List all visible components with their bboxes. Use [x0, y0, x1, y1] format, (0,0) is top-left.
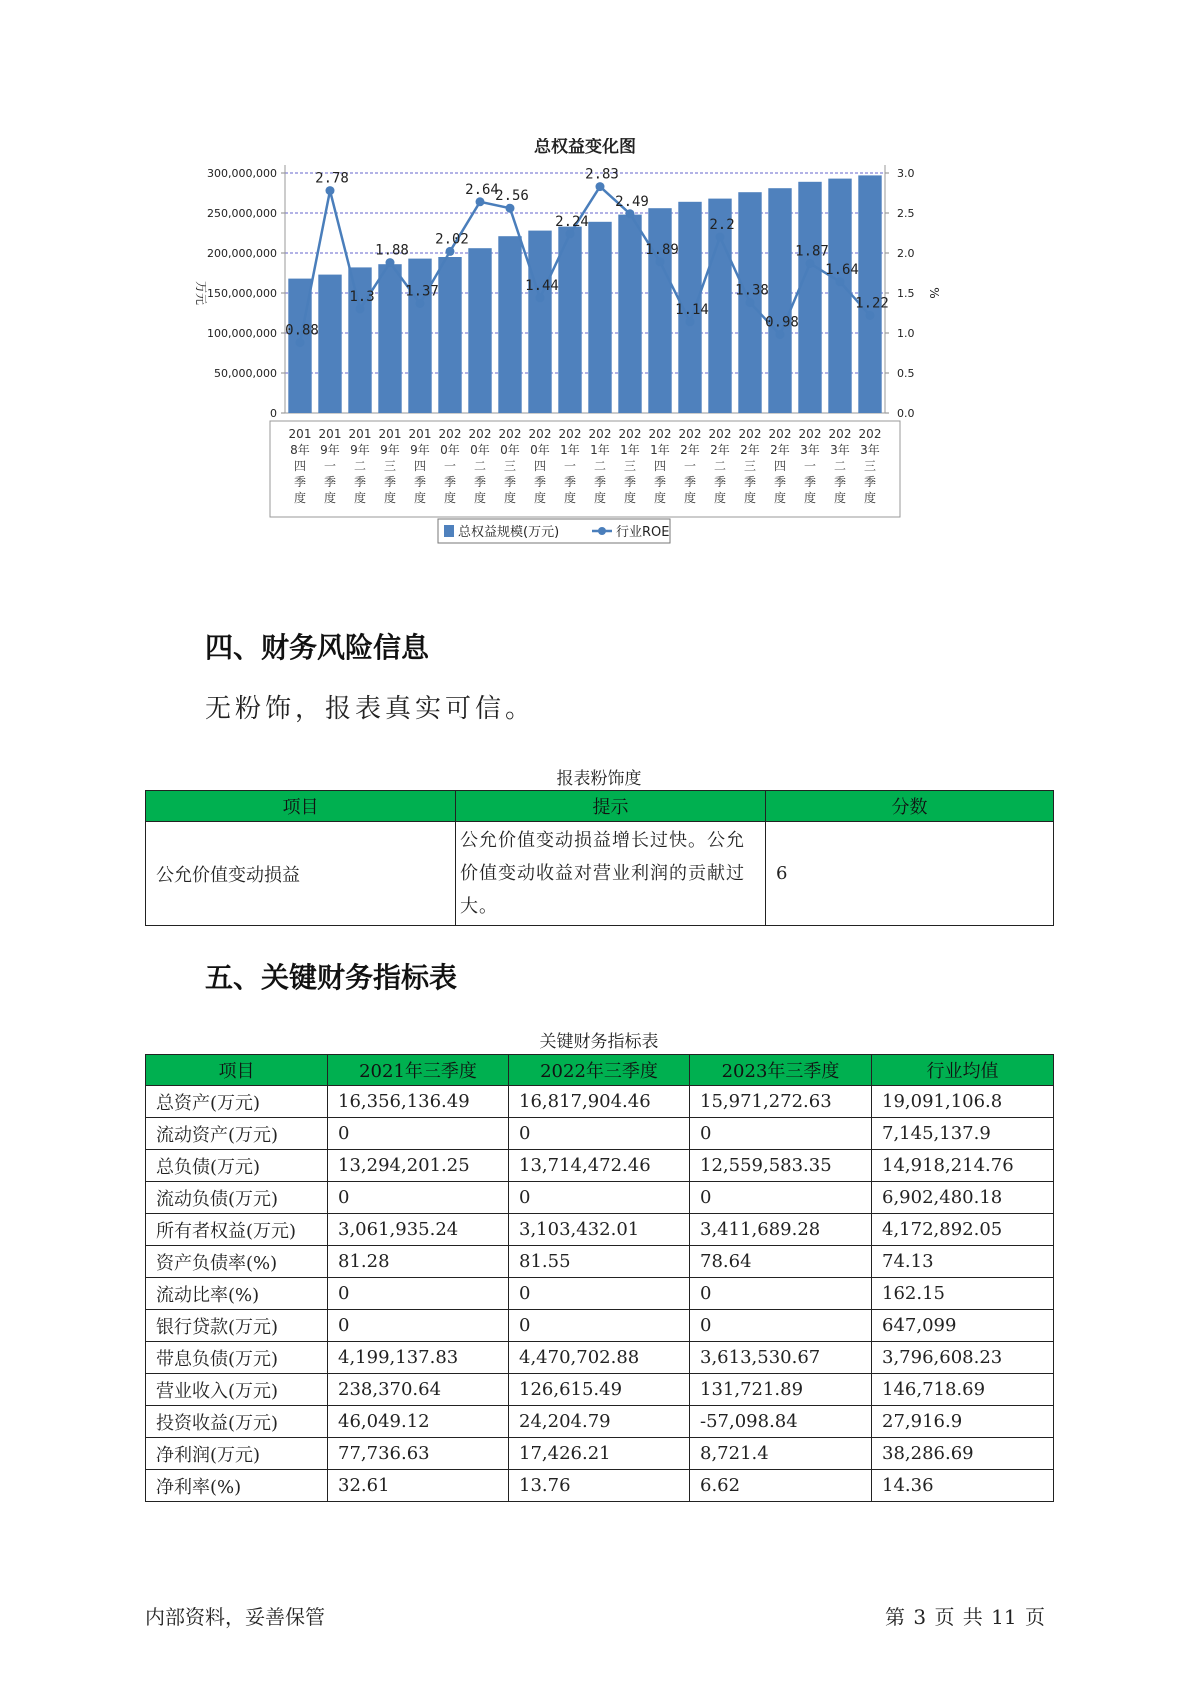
x-tick-label: 度: [473, 491, 487, 505]
x-tick-label: 度: [863, 491, 877, 505]
x-tick-label: 四: [533, 459, 547, 473]
risk-table: [145, 790, 1054, 926]
chart-bar: [588, 222, 611, 413]
chart-bar: [528, 231, 551, 413]
x-tick-label: 度: [293, 491, 307, 505]
x-tick-label: 二: [593, 459, 607, 473]
x-tick-label: 度: [413, 491, 427, 505]
kpi-value-cell: 0: [509, 1182, 690, 1214]
kpi-item-cell: 所有者权益(万元): [146, 1214, 328, 1246]
roe-data-label: 2.83: [585, 166, 619, 183]
x-tick-label: 度: [713, 491, 727, 505]
y-right-tick-label: 1.0: [897, 327, 915, 340]
x-tick-label: 三: [383, 459, 397, 473]
x-tick-label: 季: [293, 475, 307, 489]
y-left-tick-label: 0: [270, 407, 277, 420]
x-tick-label: 四: [293, 459, 307, 473]
x-tick-label: 季: [353, 475, 367, 489]
roe-point: [356, 305, 365, 314]
kpi-value-cell: 24,204.79: [509, 1406, 690, 1438]
roe-point: [836, 277, 845, 286]
roe-point: [476, 197, 485, 206]
x-tick-label: 202: [558, 427, 582, 441]
chart-bar: [558, 227, 581, 413]
kpi-item-cell: 营业收入(万元): [146, 1374, 328, 1406]
kpi-value-cell: 0: [690, 1278, 872, 1310]
risk-table-caption: 报表粉饰度: [556, 769, 642, 789]
x-tick-label: 3年: [800, 443, 820, 457]
chart-bar: [438, 257, 461, 413]
risk-header-item: 项目: [146, 791, 456, 822]
kpi-value-cell: 131,721.89: [690, 1374, 872, 1406]
kpi-value-cell: 46,049.12: [328, 1406, 509, 1438]
kpi-header-industry-avg: 行业均值: [872, 1055, 1054, 1086]
x-tick-label: 0年: [500, 443, 520, 457]
x-tick-label: 201: [378, 427, 402, 441]
roe-data-label: 1.3: [349, 289, 375, 305]
roe-data-label: 1.22: [855, 295, 889, 312]
roe-point: [446, 247, 455, 256]
roe-data-label: 2.02: [435, 231, 469, 248]
x-tick-label: 0年: [530, 443, 550, 457]
roe-point: [506, 204, 515, 213]
roe-data-label: 2.49: [615, 193, 649, 210]
x-tick-label: 2年: [710, 443, 730, 457]
x-tick-label: 度: [323, 491, 337, 505]
x-tick-label: 度: [683, 491, 697, 505]
roe-data-label: 0.98: [765, 314, 799, 331]
kpi-value-cell: 3,613,530.67: [690, 1342, 872, 1374]
kpi-value-cell: 13,714,472.46: [509, 1150, 690, 1182]
kpi-value-cell: -57,098.84: [690, 1406, 872, 1438]
kpi-value-cell: 0: [328, 1278, 509, 1310]
roe-point: [716, 233, 725, 242]
y-left-tick-label: 300,000,000: [207, 167, 277, 180]
x-tick-label: 季: [773, 475, 787, 489]
kpi-item-cell: 流动负债(万元): [146, 1182, 328, 1214]
table-row: [146, 1118, 1054, 1150]
chart-bar: [618, 215, 641, 413]
x-tick-label: 2年: [740, 443, 760, 457]
x-tick-label: 2年: [770, 443, 790, 457]
kpi-value-cell: 17,426.21: [509, 1438, 690, 1470]
roe-point: [866, 311, 875, 320]
kpi-value-cell: 3,796,608.23: [872, 1342, 1054, 1374]
risk-header-score: 分数: [766, 791, 1054, 822]
x-tick-label: 度: [563, 491, 577, 505]
y-left-tick-label: 150,000,000: [207, 287, 277, 300]
kpi-value-cell: 0: [328, 1118, 509, 1150]
table-row: [146, 822, 1054, 926]
chart-bar: [378, 264, 401, 413]
x-tick-label: 三: [863, 459, 877, 473]
roe-point: [566, 229, 575, 238]
kpi-value-cell: 13,294,201.25: [328, 1150, 509, 1182]
x-tick-label: 9年: [320, 443, 340, 457]
x-tick-label: 201: [348, 427, 372, 441]
roe-point: [776, 330, 785, 339]
equity-chart-svg: [180, 138, 1010, 608]
roe-data-label: 1.64: [825, 261, 859, 278]
y-right-tick-label: 0.5: [897, 367, 915, 380]
kpi-item-cell: 银行贷款(万元): [146, 1310, 328, 1342]
roe-data-label: 1.88: [375, 242, 409, 259]
x-tick-label: 季: [443, 475, 457, 489]
risk-summary-text: 无粉饰，报表真实可信。: [205, 694, 536, 724]
kpi-item-cell: 资产负债率(%): [146, 1246, 328, 1278]
x-tick-label: 201: [288, 427, 312, 441]
chart-bar: [318, 275, 341, 413]
x-tick-label: 四: [773, 459, 787, 473]
kpi-value-cell: 32.61: [328, 1470, 509, 1502]
roe-data-label: 1.89: [645, 241, 679, 258]
x-tick-label: 季: [323, 475, 337, 489]
x-tick-label: 202: [528, 427, 552, 441]
x-tick-label: 度: [503, 491, 517, 505]
x-tick-label: 3年: [860, 443, 880, 457]
x-tick-label: 度: [353, 491, 367, 505]
x-tick-label: 季: [413, 475, 427, 489]
kpi-header-item: 项目: [146, 1055, 328, 1086]
kpi-table-caption: 关键财务指标表: [539, 1032, 659, 1052]
roe-point: [596, 182, 605, 191]
kpi-value-cell: 38,286.69: [872, 1438, 1054, 1470]
x-tick-label: 二: [353, 459, 367, 473]
x-tick-label: 度: [803, 491, 817, 505]
x-tick-label: 202: [588, 427, 612, 441]
kpi-value-cell: 238,370.64: [328, 1374, 509, 1406]
kpi-value-cell: 78.64: [690, 1246, 872, 1278]
footer-page-number: 第 3 页 共 11 页: [885, 1605, 1045, 1629]
roe-data-label: 1.14: [675, 301, 709, 318]
x-tick-label: 度: [383, 491, 397, 505]
x-tick-label: 季: [383, 475, 397, 489]
kpi-value-cell: 16,356,136.49: [328, 1086, 509, 1118]
legend-line-marker: [598, 527, 606, 535]
x-tick-label: 二: [713, 459, 727, 473]
kpi-item-cell: 流动比率(%): [146, 1278, 328, 1310]
table-row: [146, 1246, 1054, 1278]
x-tick-label: 202: [678, 427, 702, 441]
table-row: [146, 1406, 1054, 1438]
x-tick-label: 季: [863, 475, 877, 489]
x-tick-label: 201: [408, 427, 432, 441]
roe-data-label: 2.64: [465, 181, 499, 198]
risk-score-cell: 6: [766, 822, 1054, 926]
x-tick-label: 202: [618, 427, 642, 441]
roe-point: [746, 298, 755, 307]
table-row: [146, 1470, 1054, 1502]
kpi-value-cell: 146,718.69: [872, 1374, 1054, 1406]
kpi-value-cell: 0: [509, 1118, 690, 1150]
table-row: [146, 1150, 1054, 1182]
chart-bar: [468, 248, 491, 413]
kpi-table-body: [146, 1086, 1054, 1502]
kpi-table: [145, 1054, 1054, 1502]
x-tick-label: 8年: [290, 443, 310, 457]
x-tick-label: 季: [623, 475, 637, 489]
x-tick-label: 202: [438, 427, 462, 441]
equity-chart: [180, 138, 1010, 608]
roe-point: [386, 258, 395, 267]
x-tick-label: 9年: [380, 443, 400, 457]
x-tick-label: 202: [738, 427, 762, 441]
chart-bar: [498, 236, 521, 413]
risk-header-hint: 提示: [456, 791, 766, 822]
kpi-value-cell: 16,817,904.46: [509, 1086, 690, 1118]
x-tick-label: 四: [413, 459, 427, 473]
legend-bar-label: 总权益规模(万元): [458, 525, 560, 540]
x-tick-label: 季: [593, 475, 607, 489]
x-tick-label: 季: [743, 475, 757, 489]
kpi-value-cell: 6,902,480.18: [872, 1182, 1054, 1214]
kpi-header-2023q3: 2023年三季度: [690, 1055, 872, 1086]
roe-data-label: 0.88: [285, 322, 319, 339]
x-tick-label: 202: [708, 427, 732, 441]
kpi-value-cell: 6.62: [690, 1470, 872, 1502]
x-tick-label: 一: [803, 459, 817, 473]
chart-bar: [768, 188, 791, 413]
x-tick-label: 2年: [680, 443, 700, 457]
x-tick-label: 度: [653, 491, 667, 505]
y-right-tick-label: 2.0: [897, 247, 915, 260]
x-tick-label: 202: [498, 427, 522, 441]
kpi-value-cell: 0: [509, 1278, 690, 1310]
roe-point: [536, 293, 545, 302]
legend-line-label: 行业ROE: [616, 525, 670, 540]
x-tick-label: 3年: [830, 443, 850, 457]
kpi-item-cell: 流动资产(万元): [146, 1118, 328, 1150]
x-tick-label: 二: [473, 459, 487, 473]
roe-point: [326, 186, 335, 195]
x-tick-label: 201: [318, 427, 342, 441]
x-tick-label: 0年: [440, 443, 460, 457]
kpi-value-cell: 4,199,137.83: [328, 1342, 509, 1374]
chart-bar: [828, 179, 851, 413]
kpi-value-cell: 3,411,689.28: [690, 1214, 872, 1246]
x-tick-label: 季: [713, 475, 727, 489]
x-tick-label: 202: [648, 427, 672, 441]
y-right-tick-label: 0.0: [897, 407, 915, 420]
kpi-value-cell: 4,470,702.88: [509, 1342, 690, 1374]
kpi-value-cell: 0: [509, 1310, 690, 1342]
x-tick-label: 9年: [350, 443, 370, 457]
kpi-value-cell: 74.13: [872, 1246, 1054, 1278]
table-row: [146, 1342, 1054, 1374]
kpi-value-cell: 7,145,137.9: [872, 1118, 1054, 1150]
y-right-tick-label: 1.5: [897, 287, 915, 300]
x-tick-label: 三: [503, 459, 517, 473]
kpi-value-cell: 14.36: [872, 1470, 1054, 1502]
legend-bar-swatch: [444, 525, 454, 537]
roe-point: [626, 209, 635, 218]
x-tick-label: 一: [323, 459, 337, 473]
risk-item-cell: 公允价值变动损益: [146, 822, 456, 926]
kpi-value-cell: 8,721.4: [690, 1438, 872, 1470]
kpi-value-cell: 647,099: [872, 1310, 1054, 1342]
x-tick-label: 一: [563, 459, 577, 473]
x-tick-label: 202: [798, 427, 822, 441]
roe-point: [806, 259, 815, 268]
kpi-value-cell: 81.55: [509, 1246, 690, 1278]
kpi-value-cell: 0: [690, 1182, 872, 1214]
kpi-value-cell: 0: [328, 1310, 509, 1342]
y-left-tick-label: 200,000,000: [207, 247, 277, 260]
kpi-value-cell: 77,736.63: [328, 1438, 509, 1470]
x-tick-label: 度: [743, 491, 757, 505]
y-left-axis-title: 万元: [194, 280, 208, 306]
table-row: [146, 1182, 1054, 1214]
x-tick-label: 季: [473, 475, 487, 489]
roe-point: [686, 317, 695, 326]
kpi-item-cell: 净利润(万元): [146, 1438, 328, 1470]
kpi-header-2022q3: 2022年三季度: [509, 1055, 690, 1086]
chart-bar: [798, 182, 821, 413]
x-tick-label: 季: [803, 475, 817, 489]
table-row: [146, 1278, 1054, 1310]
x-tick-label: 季: [653, 475, 667, 489]
kpi-value-cell: 81.28: [328, 1246, 509, 1278]
x-tick-label: 一: [443, 459, 457, 473]
risk-section-heading: 四、财务风险信息: [205, 631, 430, 664]
roe-data-label: 2.2: [709, 217, 735, 233]
roe-point: [296, 338, 305, 347]
risk-hint-cell: 公允价值变动损益增长过快。公允价值变动收益对营业利润的贡献过大。: [456, 822, 766, 926]
x-tick-label: 度: [533, 491, 547, 505]
chart-title: 总权益变化图: [534, 138, 636, 157]
y-left-tick-label: 100,000,000: [207, 327, 277, 340]
y-right-axis-title: %: [927, 287, 941, 299]
chart-bar: [408, 259, 431, 413]
chart-bar: [858, 175, 881, 413]
roe-data-label: 2.78: [315, 170, 349, 187]
kpi-value-cell: 12,559,583.35: [690, 1150, 872, 1182]
kpi-header-2021q3: 2021年三季度: [328, 1055, 509, 1086]
table-row: [146, 1310, 1054, 1342]
x-tick-label: 度: [623, 491, 637, 505]
roe-data-label: 2.24: [555, 213, 589, 230]
kpi-value-cell: 19,091,106.8: [872, 1086, 1054, 1118]
x-tick-label: 1年: [560, 443, 580, 457]
table-row: [146, 1374, 1054, 1406]
x-tick-label: 202: [768, 427, 792, 441]
roe-data-label: 1.44: [525, 277, 559, 294]
x-tick-label: 季: [503, 475, 517, 489]
chart-bar: [648, 208, 671, 413]
x-tick-label: 1年: [590, 443, 610, 457]
x-tick-label: 季: [563, 475, 577, 489]
kpi-section-heading: 五、关键财务指标表: [205, 961, 458, 994]
y-right-tick-label: 3.0: [897, 167, 915, 180]
risk-table-header-row: [146, 791, 1054, 822]
kpi-value-cell: 27,916.9: [872, 1406, 1054, 1438]
kpi-table-header-row: [146, 1055, 1054, 1086]
kpi-value-cell: 0: [690, 1310, 872, 1342]
roe-data-label: 1.87: [795, 243, 829, 260]
roe-point: [416, 299, 425, 308]
kpi-value-cell: 3,061,935.24: [328, 1214, 509, 1246]
x-tick-label: 季: [533, 475, 547, 489]
table-row: [146, 1214, 1054, 1246]
x-tick-label: 202: [828, 427, 852, 441]
table-row: [146, 1438, 1054, 1470]
kpi-value-cell: 162.15: [872, 1278, 1054, 1310]
x-tick-label: 202: [468, 427, 492, 441]
x-tick-label: 四: [653, 459, 667, 473]
kpi-item-cell: 净利率(%): [146, 1470, 328, 1502]
x-tick-label: 度: [443, 491, 457, 505]
roe-data-label: 2.56: [495, 188, 529, 205]
kpi-value-cell: 126,615.49: [509, 1374, 690, 1406]
x-tick-label: 一: [683, 459, 697, 473]
x-tick-label: 季: [833, 475, 847, 489]
x-tick-label: 1年: [650, 443, 670, 457]
kpi-item-cell: 总负债(万元): [146, 1150, 328, 1182]
kpi-item-cell: 总资产(万元): [146, 1086, 328, 1118]
x-tick-label: 度: [833, 491, 847, 505]
kpi-value-cell: 14,918,214.76: [872, 1150, 1054, 1182]
x-tick-label: 度: [593, 491, 607, 505]
x-tick-label: 202: [858, 427, 882, 441]
x-tick-label: 度: [773, 491, 787, 505]
kpi-value-cell: 0: [328, 1182, 509, 1214]
kpi-value-cell: 3,103,432.01: [509, 1214, 690, 1246]
x-tick-label: 三: [743, 459, 757, 473]
kpi-value-cell: 4,172,892.05: [872, 1214, 1054, 1246]
kpi-value-cell: 0: [690, 1118, 872, 1150]
x-tick-label: 二: [833, 459, 847, 473]
kpi-value-cell: 13.76: [509, 1470, 690, 1502]
kpi-item-cell: 带息负债(万元): [146, 1342, 328, 1374]
y-left-tick-label: 50,000,000: [214, 367, 277, 380]
x-tick-label: 9年: [410, 443, 430, 457]
table-row: [146, 1086, 1054, 1118]
x-tick-label: 三: [623, 459, 637, 473]
roe-data-label: 1.38: [735, 282, 769, 299]
x-tick-label: 1年: [620, 443, 640, 457]
roe-data-label: 1.37: [405, 283, 439, 300]
x-tick-label: 季: [683, 475, 697, 489]
footer-confidential-note: 内部资料，妥善保管: [145, 1605, 325, 1629]
x-tick-label: 0年: [470, 443, 490, 457]
kpi-value-cell: 15,971,272.63: [690, 1086, 872, 1118]
kpi-item-cell: 投资收益(万元): [146, 1406, 328, 1438]
roe-point: [656, 257, 665, 266]
y-left-tick-label: 250,000,000: [207, 207, 277, 220]
y-right-tick-label: 2.5: [897, 207, 915, 220]
